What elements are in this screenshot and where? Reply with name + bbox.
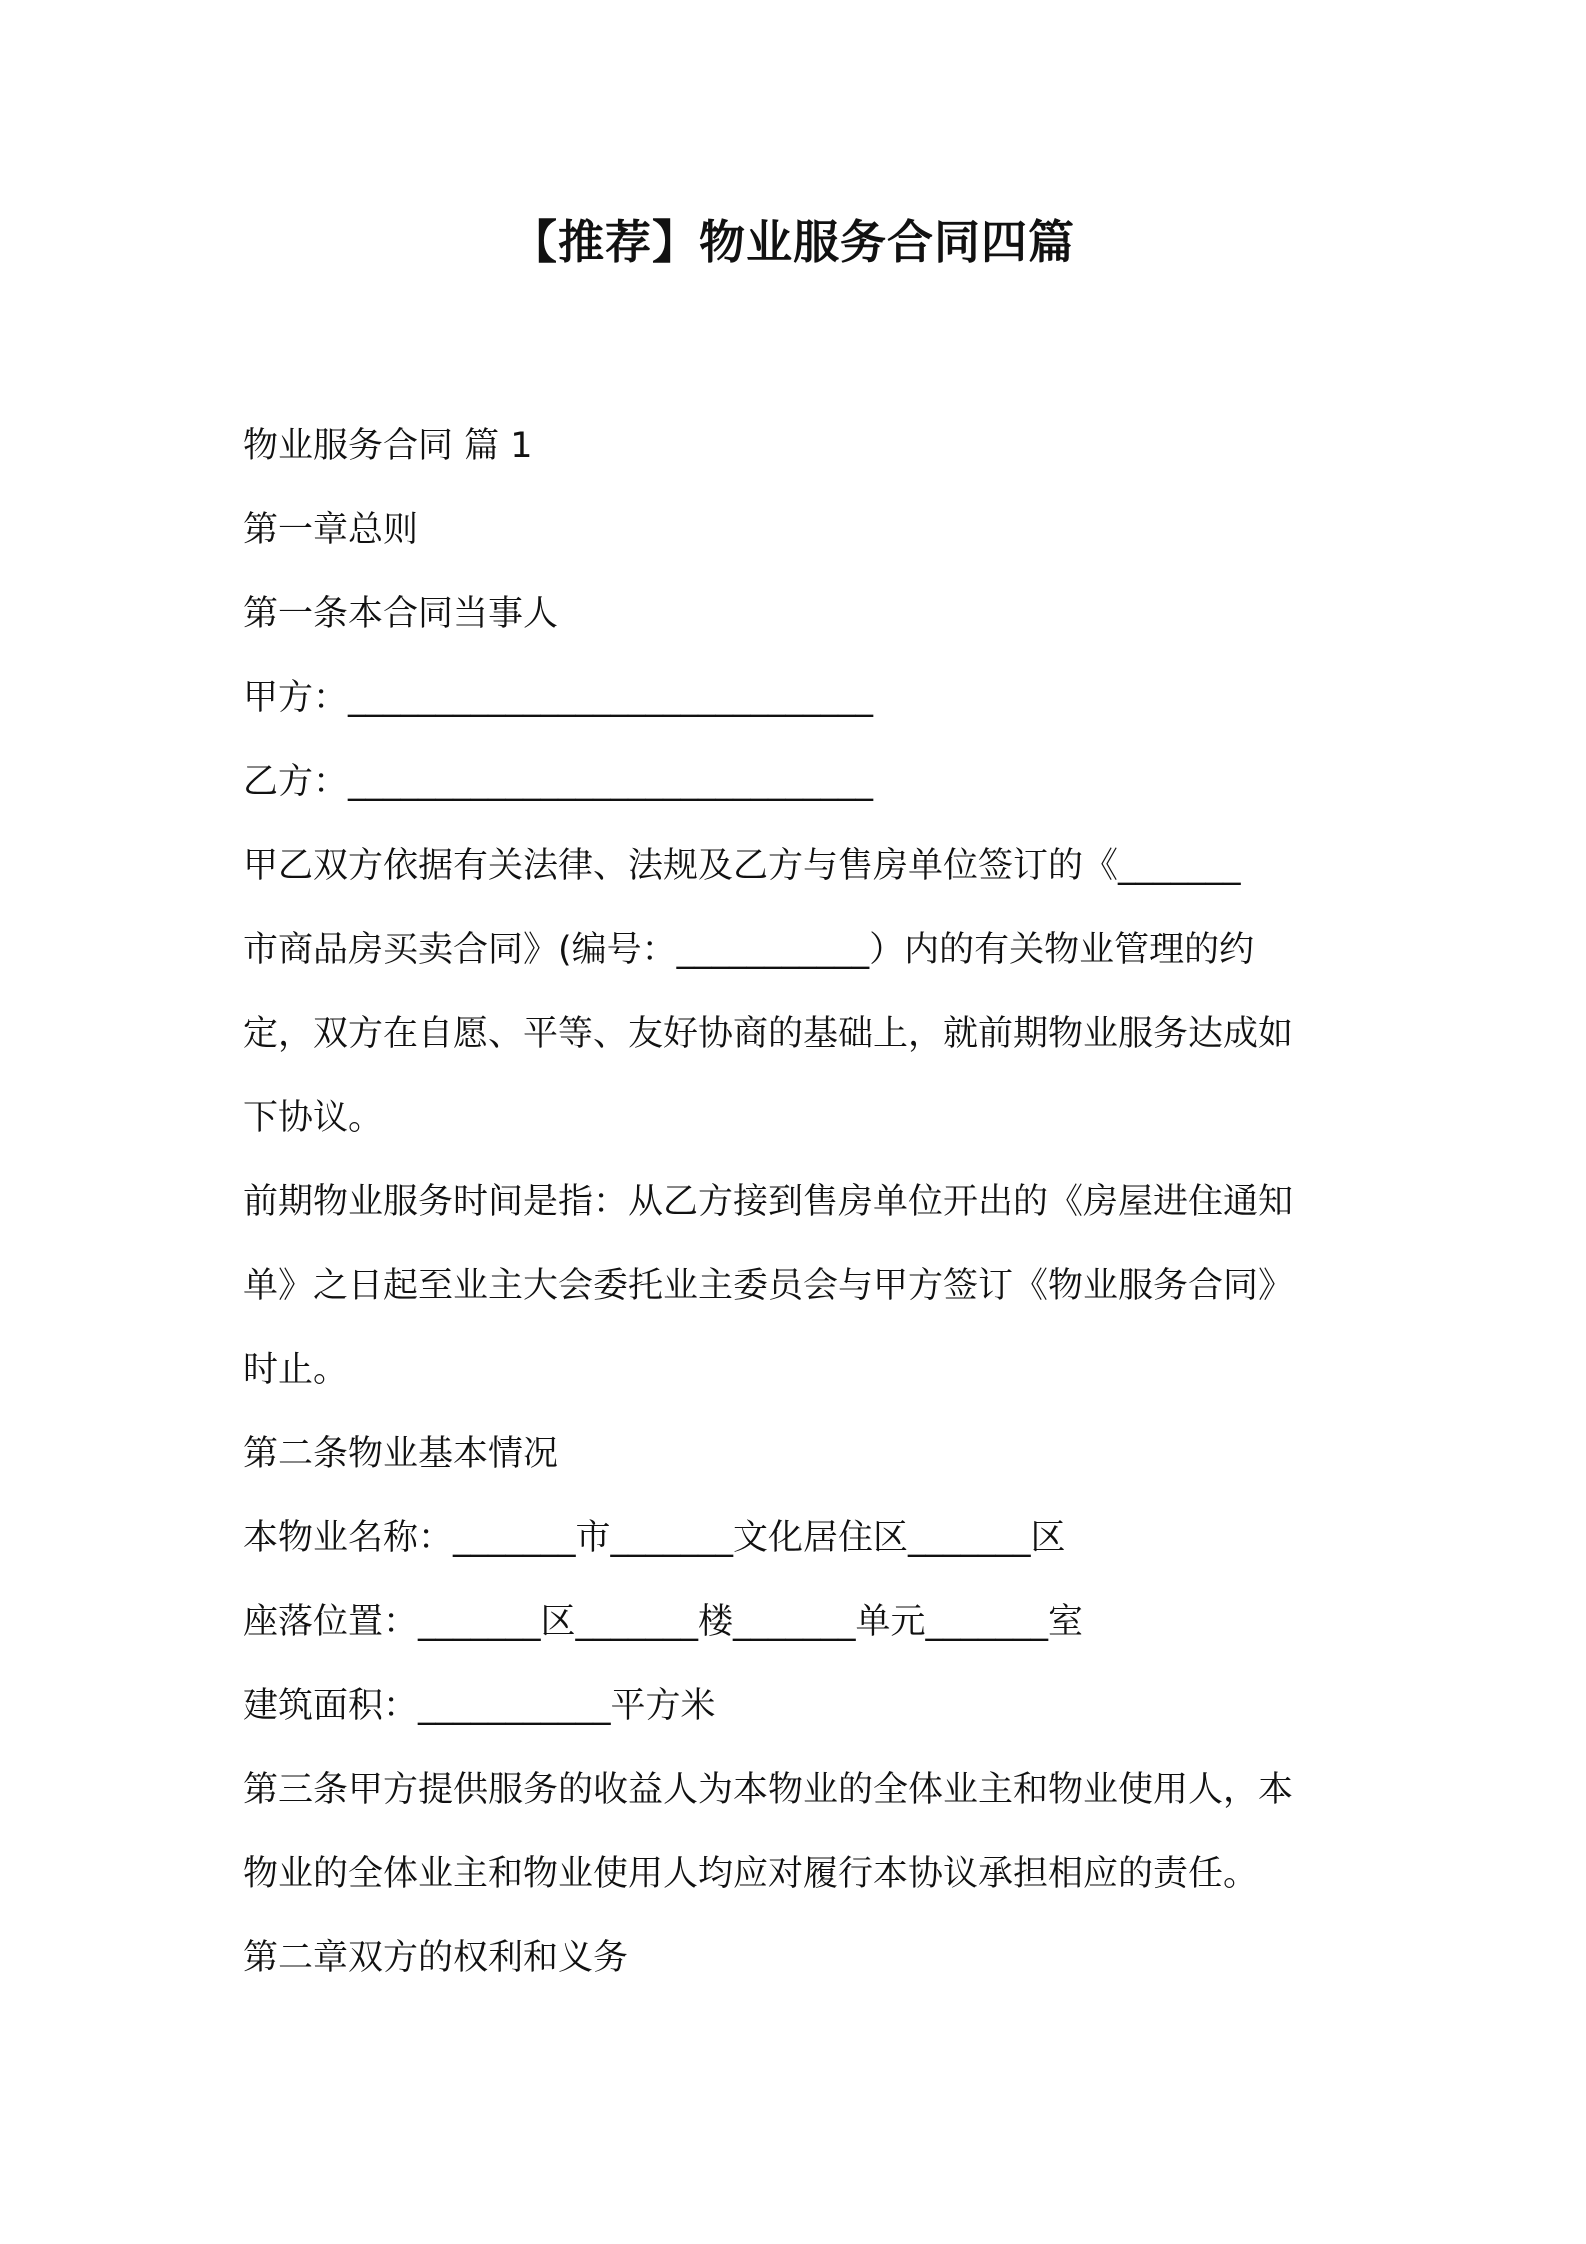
paragraph-line: 第三条甲方提供服务的收益人为本物业的全体业主和物业使用人，本 bbox=[243, 1770, 1294, 1810]
party-a-field: 甲方：______________________________ bbox=[243, 678, 874, 718]
paragraph-line: 单》之日起至业主大会委托业主委员会与甲方签订《物业服务合同》 bbox=[243, 1266, 1294, 1306]
area-field: 建筑面积：___________平方米 bbox=[243, 1686, 716, 1726]
location-field: 座落位置：_______区_______楼_______单元_______室 bbox=[243, 1602, 1084, 1642]
party-b-field: 乙方：______________________________ bbox=[243, 762, 874, 802]
paragraph-line: 定，双方在自愿、平等、友好协商的基础上，就前期物业服务达成如 bbox=[243, 1014, 1294, 1054]
document-title: 【推荐】物业服务合同四篇 bbox=[511, 215, 1075, 269]
paragraph-line: 下协议。 bbox=[243, 1098, 384, 1138]
paragraph-line: 时止。 bbox=[243, 1350, 349, 1390]
paragraph-line: 物业的全体业主和物业使用人均应对履行本协议承担相应的责任。 bbox=[243, 1854, 1259, 1894]
paragraph-line: 甲乙双方依据有关法律、法规及乙方与售房单位签订的《_______ bbox=[243, 846, 1241, 886]
chapter-heading: 第一章总则 bbox=[243, 510, 419, 550]
article-heading: 第一条本合同当事人 bbox=[243, 594, 559, 634]
section-heading: 物业服务合同 篇 1 bbox=[243, 426, 533, 466]
paragraph-line: 市商品房买卖合同》(编号：___________）内的有关物业管理的约 bbox=[243, 930, 1255, 970]
paragraph-line: 前期物业服务时间是指：从乙方接到售房单位开出的《房屋进住通知 bbox=[243, 1182, 1294, 1222]
article-heading: 第二条物业基本情况 bbox=[243, 1434, 559, 1474]
chapter-heading: 第二章双方的权利和义务 bbox=[243, 1938, 629, 1978]
property-name-field: 本物业名称：_______市_______文化居住区_______区 bbox=[243, 1518, 1066, 1558]
document-body bbox=[243, 404, 1363, 2000]
